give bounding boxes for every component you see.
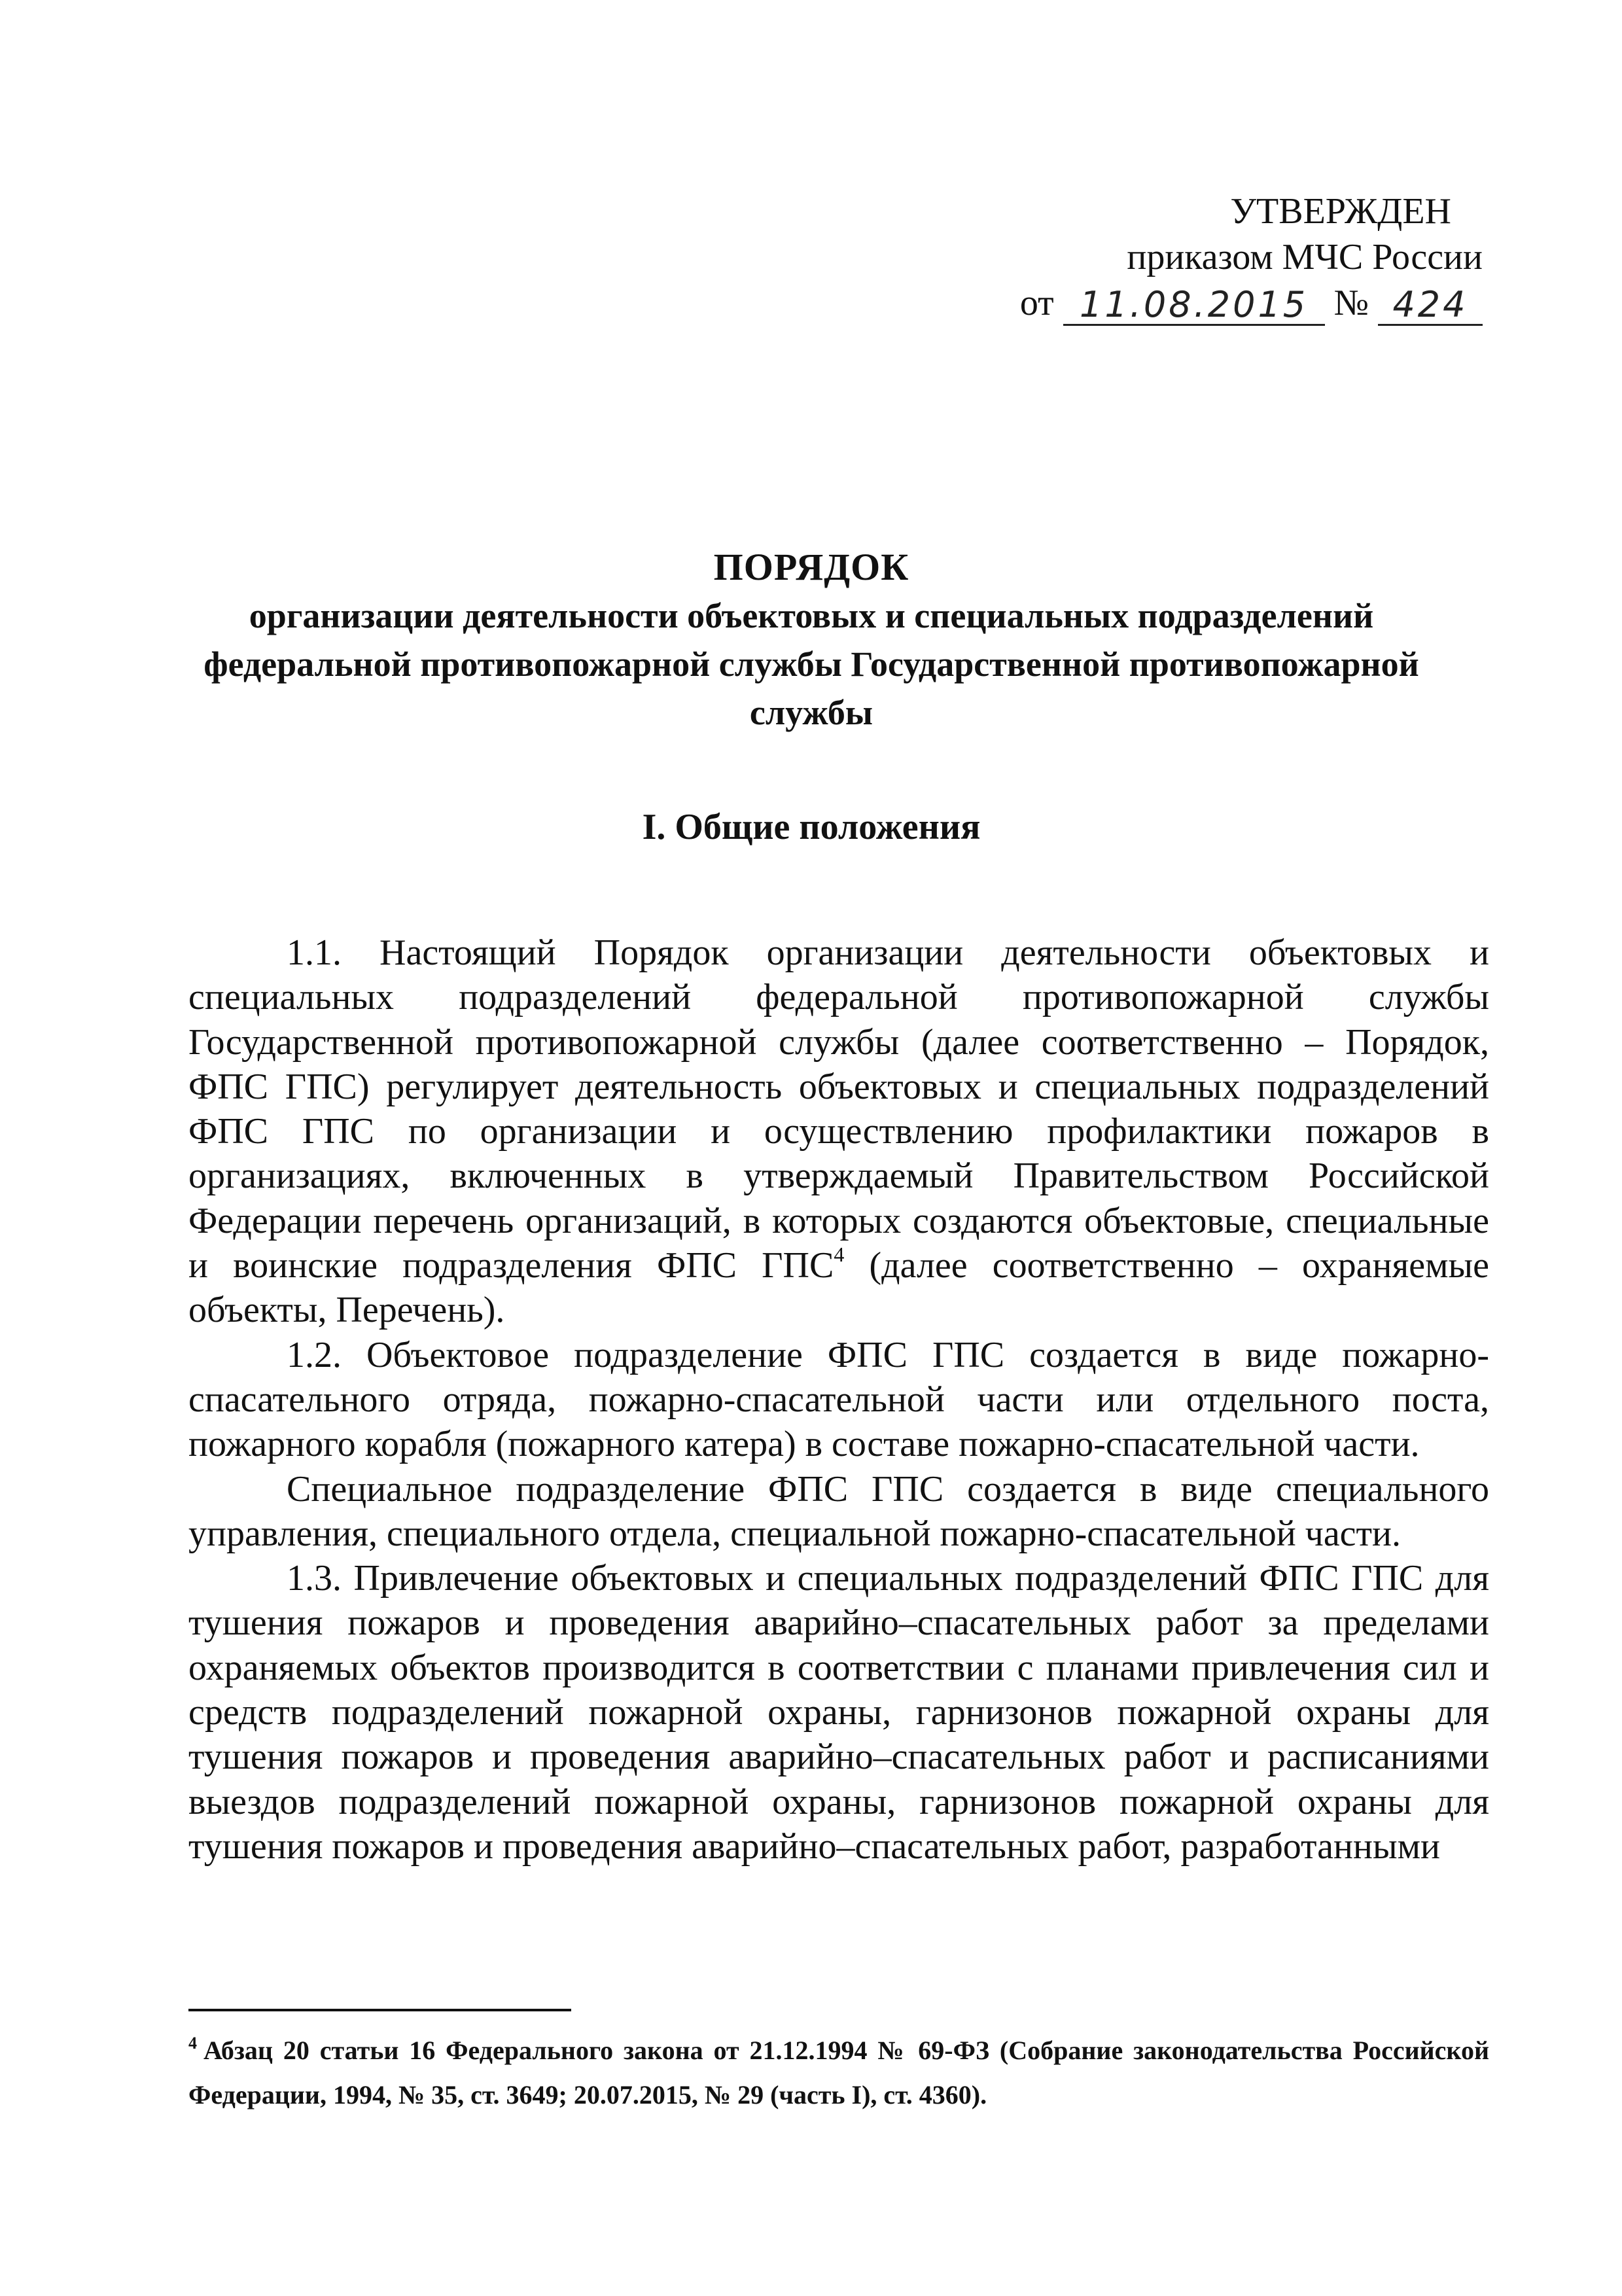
section-heading: I. Общие положения [642, 807, 981, 847]
handwritten-order-number: 424 [1378, 286, 1483, 326]
footnote-text: Абзац 20 статьи 16 Федерального закона от 21.12.1994 № 69-ФЗ (Собрание законодательства Российской Федерации, 1994, № 35, ст. 3649; 20.07.2015, № 29 (часть I), ст. 4360). [188, 2036, 1489, 2110]
from-label: от [1019, 283, 1054, 323]
document-body [188, 930, 1489, 1869]
footnote-marker: 4 [188, 2034, 197, 2053]
paragraph-1-2: 1.2. Объектовое подразделение ФПС ГПС создается в виде пожарно-спасательного отряда, пожарно-спасательной части или отдельного поста, пожарного корабля (пожарного катера) в составе пожарно-спасательной части. [188, 1334, 1489, 1465]
approved-heading: УТВЕРЖДЕН [1230, 191, 1451, 232]
approval-stamp-block [1012, 188, 1483, 326]
handwritten-order-date: 11.08.2015 [1063, 286, 1325, 326]
paragraph-special-unit: Специальное подразделение ФПС ГПС создается в виде специального управления, специального отдела, специальной пожарно-спасательной части. [188, 1468, 1489, 1554]
footnote-reference[interactable]: 4 [834, 1243, 845, 1267]
footnote-divider [188, 2009, 571, 2011]
document-title: ПОРЯДОК [713, 546, 909, 588]
paragraph-1-1: 1.1. Настоящий Порядок организации деятельности объектовых и специальных подразделений федеральной противопожарной службы Государственной противопожарной службы (далее соответственно – Порядок, ФПС ГПС) регулирует деятельность объектовых и специальных подразделений ФПС ГПС по организации и осуществлению профилактики пожаров в организациях, включенных в утверждаемый Правительством Российской Федерации перечень организаций, в которых создаются объектовые, специальные и воинские подразделения ФПС ГПС$^4$ (далее соответственно – охраняемые объекты, Перечень). [188, 932, 1489, 1331]
footnote [188, 2028, 1489, 2117]
paragraph-1-3: 1.3. Привлечение объектовых и специальных подразделений ФПС ГПС для тушения пожаров и проведения аварийно–спасательных работ за пределами охраняемых объектов производится в соответствии с планами привлечения сил и средств подразделений пожарной охраны, гарнизонов пожарной охраны для тушения пожаров и проведения аварийно–спасательных работ и расписаниями выездов подразделений пожарной охраны, гарнизонов пожарной охраны для тушения пожаров и проведения аварийно–спасательных работ, разработанными [188, 1558, 1489, 1867]
order-date-line [1020, 280, 1483, 326]
document-subtitle: организации деятельности объектовых и специальных подразделений федеральной противопожарной службы Государственной противопожарной службы [203, 596, 1419, 732]
number-label: № [1333, 283, 1369, 323]
document-title-block [170, 543, 1453, 737]
approved-by-order: приказом МЧС России [1127, 237, 1483, 277]
